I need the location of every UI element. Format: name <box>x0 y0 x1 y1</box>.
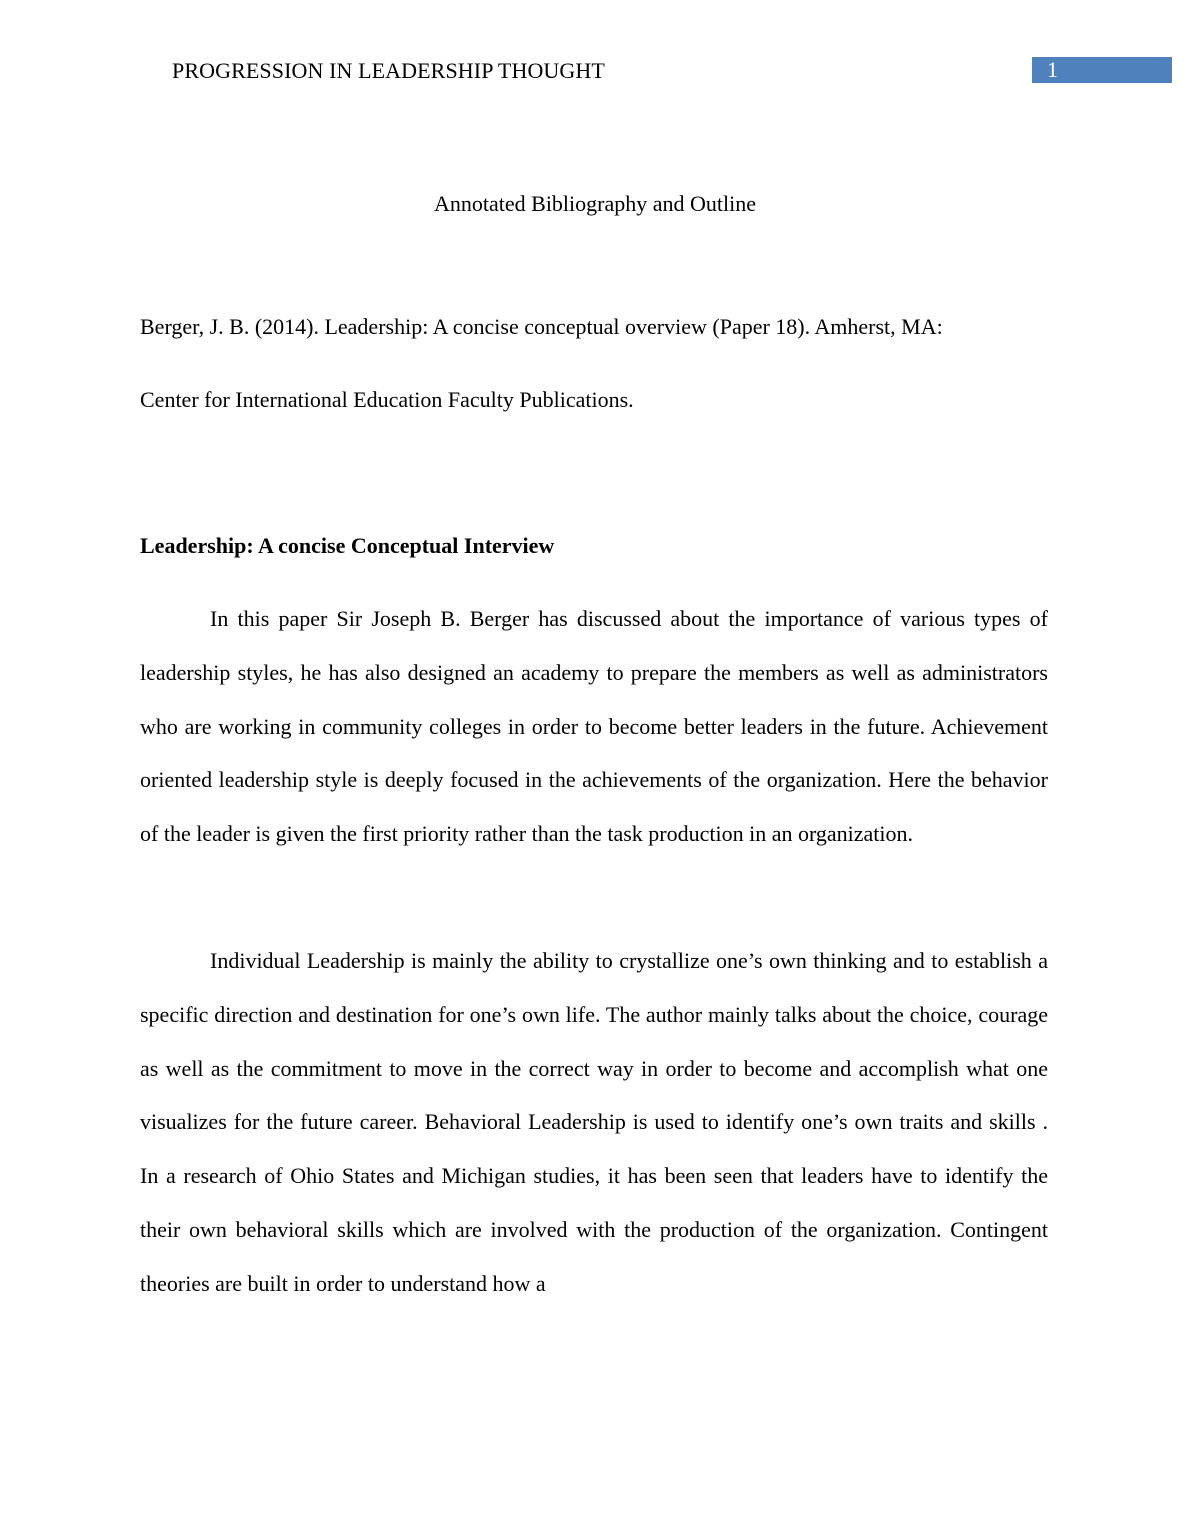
body-paragraph: In this paper Sir Joseph B. Berger has discussed about the importance of various types of leadership styles, he has also designed an academy to prepare the members as well as administrators who are working in community colleges in order to become better leaders in the future. Achievement oriented leadership style is deeply focused in the achievements of the organization. Here the behavior of the leader is given the first priority rather than the task production in an organization. <box>140 606 1048 847</box>
page-number-box <box>1032 57 1172 83</box>
section-heading: Leadership: A concise Conceptual Interview <box>140 533 555 558</box>
running-head: PROGRESSION IN LEADERSHIP THOUGHT <box>172 58 605 83</box>
citation-line-2: Center for International Education Faculty Publications. <box>140 387 634 412</box>
page-number: 1 <box>1047 57 1058 82</box>
body-paragraph: Individual Leadership is mainly the ability to crystallize one’s own thinking and to establish a specific direction and destination for one’s own life. The author mainly talks about the choice, courage as well as the commitment to move in the correct way in order to become and accomplish what one visualizes for the future career. Behavioral Leadership is used to identify one’s own traits and skills . In a research of Ohio States and Michigan studies, it has been seen that leaders have to identify the their own behavioral skills which are involved with the production of the organization. Contingent theories are built in order to understand how a <box>140 948 1048 1296</box>
citation-line-1: Berger, J. B. (2014). Leadership: A concise conceptual overview (Paper 18). Amherst, MA: <box>140 314 943 339</box>
document-title: Annotated Bibliography and Outline <box>434 191 756 216</box>
